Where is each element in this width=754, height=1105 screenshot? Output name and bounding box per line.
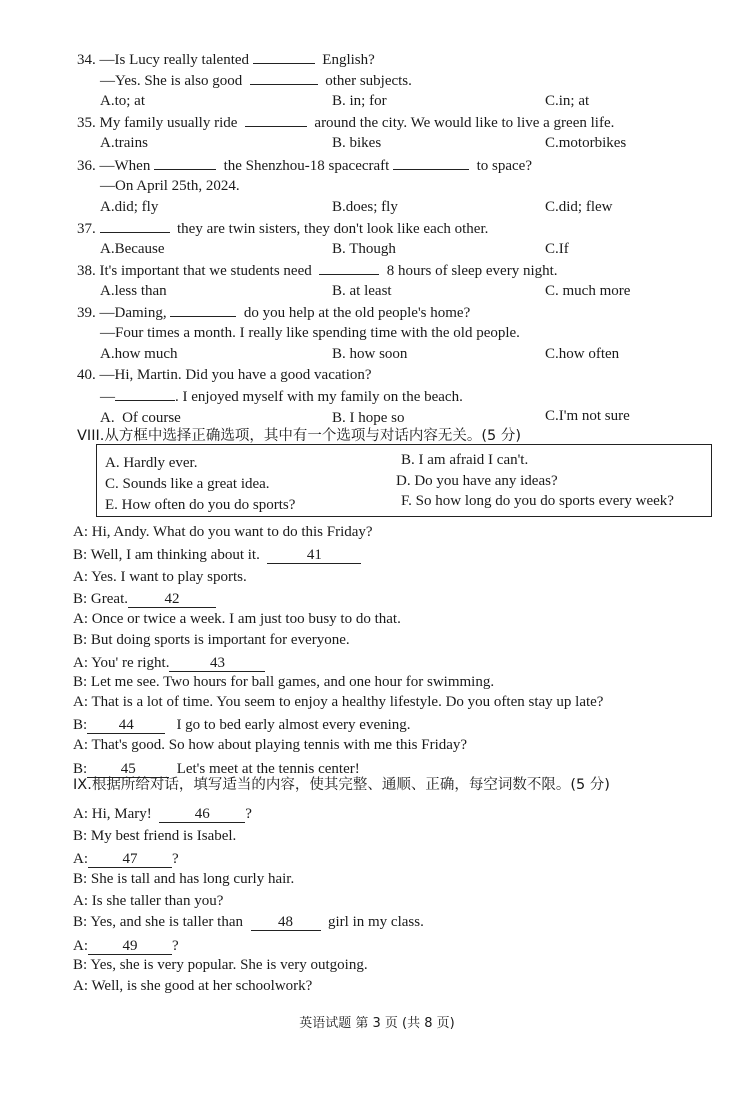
dialogue-text: A: (73, 851, 88, 867)
question-text: It's important that we students need (99, 263, 312, 279)
question-text: to space? (476, 158, 532, 174)
question-text: My family usually ride (99, 115, 238, 131)
dialogue-line: B: But doing sports is important for everyone. (73, 632, 350, 648)
option-c[interactable]: C.motorbikes (545, 135, 627, 151)
question-34 (77, 50, 375, 69)
section-8-heading: VIII.从方框中选择正确选项，其中有一个选项与对话内容无关。(5 分) (77, 428, 522, 444)
answer-blank-41[interactable]: 41 (267, 548, 361, 564)
dialogue-text: B: (73, 717, 88, 733)
box-option-d: D. Do you have any ideas? (396, 473, 558, 489)
option-c[interactable]: C.did; flew (545, 199, 613, 215)
dialogue-line (73, 716, 411, 734)
dialogue-line: A: That's good. So how about playing tennis with me this Friday? (73, 737, 468, 753)
dialogue-line: B: Let me see. Two hours for ball games, and one hour for swimming. (73, 674, 495, 690)
question-text: —Hi, Martin. Did you have a good vacation? (99, 367, 372, 383)
dialogue-text: I go to bed early almost every evening. (176, 717, 411, 733)
dialogue-text: A: Hi, Mary! (73, 806, 152, 822)
question-40-line-2 (100, 387, 463, 406)
option-a[interactable]: A.did; fly (100, 199, 159, 215)
question-text: 8 hours of sleep every night. (386, 263, 558, 279)
dialogue-text: ? (172, 938, 179, 954)
question-text: English? (322, 52, 375, 68)
option-b[interactable]: B. Though (332, 241, 396, 257)
question-text: the Shenzhou-18 spacecraft (223, 158, 390, 174)
question-text: . I enjoyed myself with my family on the beach. (175, 389, 463, 405)
question-number: 37. (77, 221, 96, 237)
dialogue-text: ? (245, 806, 252, 822)
dialogue-line (73, 654, 265, 672)
dialogue-line: B: Yes, she is very popular. She is very outgoing. (73, 957, 368, 973)
question-34-line-2 (100, 71, 412, 90)
question-38 (77, 261, 558, 280)
option-c[interactable]: C.in; at (545, 93, 590, 109)
page-footer: 英语试题 第 3 页 (共 8 页) (299, 1016, 455, 1031)
question-text: do you help at the old people's home? (243, 305, 471, 321)
dialogue-text: ? (172, 851, 179, 867)
option-b[interactable]: B. how soon (332, 346, 408, 362)
dialogue-text: B: (73, 761, 88, 777)
question-text: other subjects. (325, 73, 412, 89)
dialogue-text: Let's meet at the tennis center! (176, 761, 360, 777)
question-text: —Is Lucy really talented (99, 52, 250, 68)
dialogue-line (73, 913, 424, 931)
option-a[interactable]: A.less than (100, 283, 167, 299)
answer-blank[interactable] (253, 50, 315, 64)
answer-blank-46[interactable]: 46 (159, 807, 245, 823)
question-number: 34. (77, 52, 96, 68)
dialogue-line: A: That is a lot of time. You seem to enjoy a healthy lifestyle. Do you often stay up late? (73, 694, 604, 710)
option-b[interactable]: B.does; fly (332, 199, 398, 215)
answer-blank-48[interactable]: 48 (251, 915, 321, 931)
question-35 (77, 113, 614, 132)
question-37 (77, 219, 488, 238)
question-36 (77, 156, 532, 175)
option-a[interactable]: A.to; at (100, 93, 145, 109)
box-option-b: B. I am afraid I can't. (401, 452, 529, 468)
answer-blank[interactable] (170, 303, 236, 317)
option-c[interactable]: C.I'm not sure (545, 408, 630, 424)
question-number: 39. (77, 305, 96, 321)
box-option-f: F. So how long do you do sports every week? (401, 493, 674, 509)
answer-line: —Four times a month. I really like spending time with the old people. (100, 325, 520, 341)
dialogue-line: A: Once or twice a week. I am just too busy to do that. (73, 611, 401, 627)
answer-blank-43[interactable]: 43 (169, 656, 265, 672)
option-a[interactable]: A.how much (100, 346, 178, 362)
option-c[interactable]: C. much more (545, 283, 631, 299)
option-c[interactable]: C.If (545, 241, 569, 257)
question-text: around the city. We would like to live a green life. (314, 115, 615, 131)
dialogue-text: B: Great. (73, 591, 128, 607)
dialogue-text: A: You' re right. (73, 655, 170, 671)
question-number: 36. (77, 158, 96, 174)
question-number: 40. (77, 367, 96, 383)
dialogue-line: B: She is tall and has long curly hair. (73, 871, 295, 887)
question-text: —When (99, 158, 151, 174)
dialogue-text: B: Well, I am thinking about it. (73, 547, 260, 563)
dialogue-line (73, 937, 179, 955)
option-b[interactable]: B. bikes (332, 135, 382, 151)
dialogue-line: A: Yes. I want to play sports. (73, 569, 247, 585)
answer-blank[interactable] (245, 113, 307, 127)
dialogue-text: girl in my class. (328, 914, 424, 930)
answer-blank-49[interactable]: 49 (88, 939, 172, 955)
dialogue-line: A: Hi, Andy. What do you want to do this Friday? (73, 524, 373, 540)
answer-blank[interactable] (250, 71, 318, 85)
answer-blank-42[interactable]: 42 (128, 592, 216, 608)
question-text: —Yes. She is also good (100, 73, 243, 89)
section-9-heading: IX.根据所给对话，填写适当的内容，使其完整、通顺、正确，每空词数不限。(5 分) (73, 777, 610, 793)
dialogue-text: B: Yes, and she is taller than (73, 914, 243, 930)
question-text: they are twin sisters, they don't look like each other. (177, 221, 489, 237)
answer-blank[interactable] (115, 387, 175, 401)
answer-blank[interactable] (154, 156, 216, 170)
answer-blank[interactable] (319, 261, 379, 275)
dialogue-line (73, 805, 252, 823)
dialogue-line: A: Is she taller than you? (73, 893, 224, 909)
box-option-c: C. Sounds like a great idea. (105, 476, 270, 492)
answer-line: —On April 25th, 2024. (100, 178, 240, 194)
answer-blank-45[interactable]: 45 (87, 762, 169, 778)
answer-blank[interactable] (100, 219, 170, 233)
question-39 (77, 303, 470, 322)
dialogue-line (73, 590, 216, 608)
answer-blank-44[interactable]: 44 (87, 718, 165, 734)
option-b[interactable]: B. in; for (332, 93, 387, 109)
dialogue-line: B: My best friend is Isabel. (73, 828, 237, 844)
option-b[interactable]: B. at least (332, 283, 392, 299)
question-text: — (100, 389, 115, 405)
question-number: 38. (77, 263, 96, 279)
option-a[interactable]: A. Of course (100, 410, 181, 426)
option-c[interactable]: C.how often (545, 346, 620, 362)
option-a[interactable]: A.Because (100, 241, 165, 257)
dialogue-text: A: (73, 938, 88, 954)
answer-blank[interactable] (393, 156, 469, 170)
dialogue-line: A: Well, is she good at her schoolwork? (73, 978, 313, 994)
answer-blank-47[interactable]: 47 (88, 852, 172, 868)
question-text: —Daming, (99, 305, 167, 321)
box-option-a: A. Hardly ever. (105, 455, 198, 471)
question-number: 35. (77, 115, 96, 131)
box-option-e: E. How often do you do sports? (105, 497, 296, 513)
dialogue-line (73, 850, 179, 868)
question-40 (77, 366, 372, 384)
option-b[interactable]: B. I hope so (332, 410, 405, 426)
dialogue-line (73, 546, 361, 564)
option-a[interactable]: A.trains (100, 135, 148, 151)
